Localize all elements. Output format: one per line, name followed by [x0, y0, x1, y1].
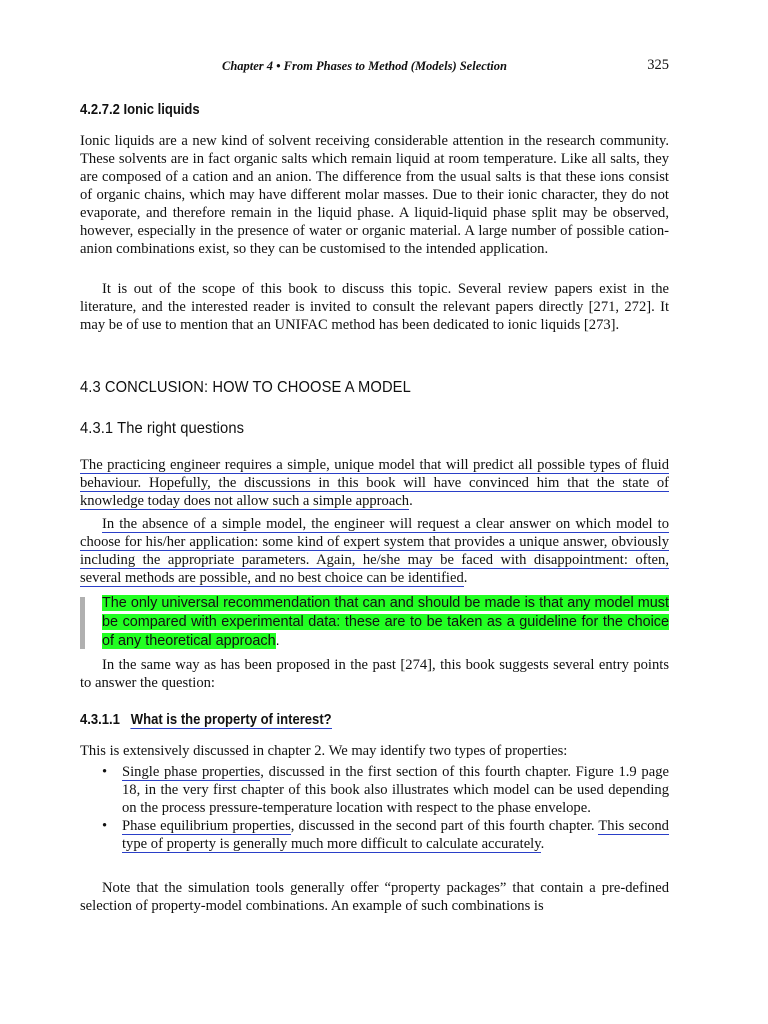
chapter-title: Chapter 4 • From Phases to Method (Models) Selection: [222, 59, 507, 73]
heading-title: What is the property of interest?: [130, 712, 332, 728]
highlighted-recommendation: The only universal recommendation that can and should be made is that any model must be compared with experimental data: these are to be taken as a guideline for the choice of any theoretical approach.: [102, 595, 669, 649]
underlined-text: In the absence of a simple model, the engineer will request a clear answer on which model to choose for his/her application: some kind of expert system that provides a unique answer, obviously including the appropriate parameters. Again, he/she may be faced with disappointment: often, several methods are possible, and no best choice can be identified: [80, 516, 669, 586]
paragraph-practicing-engineer: The practicing engineer requires a simple, unique model that will predict all possible types of fluid behaviour. Hopefully, the discussions in this book will have convinced him that the state of knowledge today does not allow such a simple approach.: [80, 457, 669, 509]
list-item: • Single phase properties, discussed in the first section of this fourth chapter. Figure 1.9 page 18, in the very first chapter of this book also illustrates which model can be used depending on the process pressure-temperature location with respect to the phase envelope.: [102, 764, 669, 816]
document-page: [80, 0, 669, 1024]
heading-4-3-1: 4.3.1 The right questions: [80, 420, 245, 437]
list-item: • Phase equilibrium properties, discussed in the second part of this fourth chapter. This second type of property is generally much more difficult to calculate accurately.: [102, 818, 669, 852]
paragraph-property-types: This is extensively discussed in chapter 2. We may identify two types of properties:: [80, 743, 568, 759]
page-number: 325: [647, 57, 669, 73]
bullet-icon: •: [102, 818, 108, 834]
paragraph-property-packages: Note that the simulation tools generally offer “property packages” that contain a pre-defined selection of property-model combinations. An example of such combinations is: [80, 880, 669, 914]
paragraph-entry-points: In the same way as has been proposed in the past [274], this book suggests several entry points to answer the question:: [80, 657, 669, 691]
underlined-text: The practicing engineer requires a simple, unique model that will predict all possible types of fluid behaviour. Hopefully, the discussions in this book will have convinced him that the state of knowledge today does not allow such a simple approach: [80, 457, 669, 509]
running-header: [80, 57, 669, 77]
bullet-icon: •: [102, 764, 108, 780]
callout-bar: [80, 597, 85, 649]
heading-4-2-7-2: 4.2.7.2 Ionic liquids: [80, 102, 200, 118]
heading-4-3-1-1: [80, 712, 332, 728]
highlighted-text: The only universal recommendation that can and should be made is that any model must be compared with experimental data: these are to be taken as a guideline for the choice of any theoretical approach: [102, 595, 669, 649]
paragraph-ionic-liquids: Ionic liquids are a new kind of solvent receiving considerable attention in the research community. These solvents are in fact organic salts which remain liquid at room temperature. Like all salts, they are composed of a cation and an anion. The difference from the usual salts is that these ions consist of organic chains, which may have different molar masses. Due to their ionic character, they do not evaporate, and therefore remain in the liquid phase. A liquid-liquid phase split may be observed, however, especially in the presence of water or organic material. A large number of possible cation-anion combinations exist, so they can be customised to the intended application.: [80, 133, 669, 257]
paragraph-simple-model: In the absence of a simple model, the engineer will request a clear answer on which model to choose for his/her application: some kind of expert system that provides a unique answer, obviously including the appropriate parameters. Again, he/she may be faced with disappointment: often, several methods are possible, and no best choice can be identified.: [80, 516, 669, 586]
heading-number: 4.3.1.1: [80, 712, 120, 728]
heading-4-3: 4.3 CONCLUSION: HOW TO CHOOSE A MODEL: [80, 379, 411, 396]
paragraph-scope: It is out of the scope of this book to discuss this topic. Several review papers exist in the literature, and the interested reader is invited to consult the relevant papers directly [271, 272]. It may be of use to mention that an UNIFAC method has been dedicated to ionic liquids [273].: [80, 281, 669, 333]
property-list: [80, 763, 669, 853]
